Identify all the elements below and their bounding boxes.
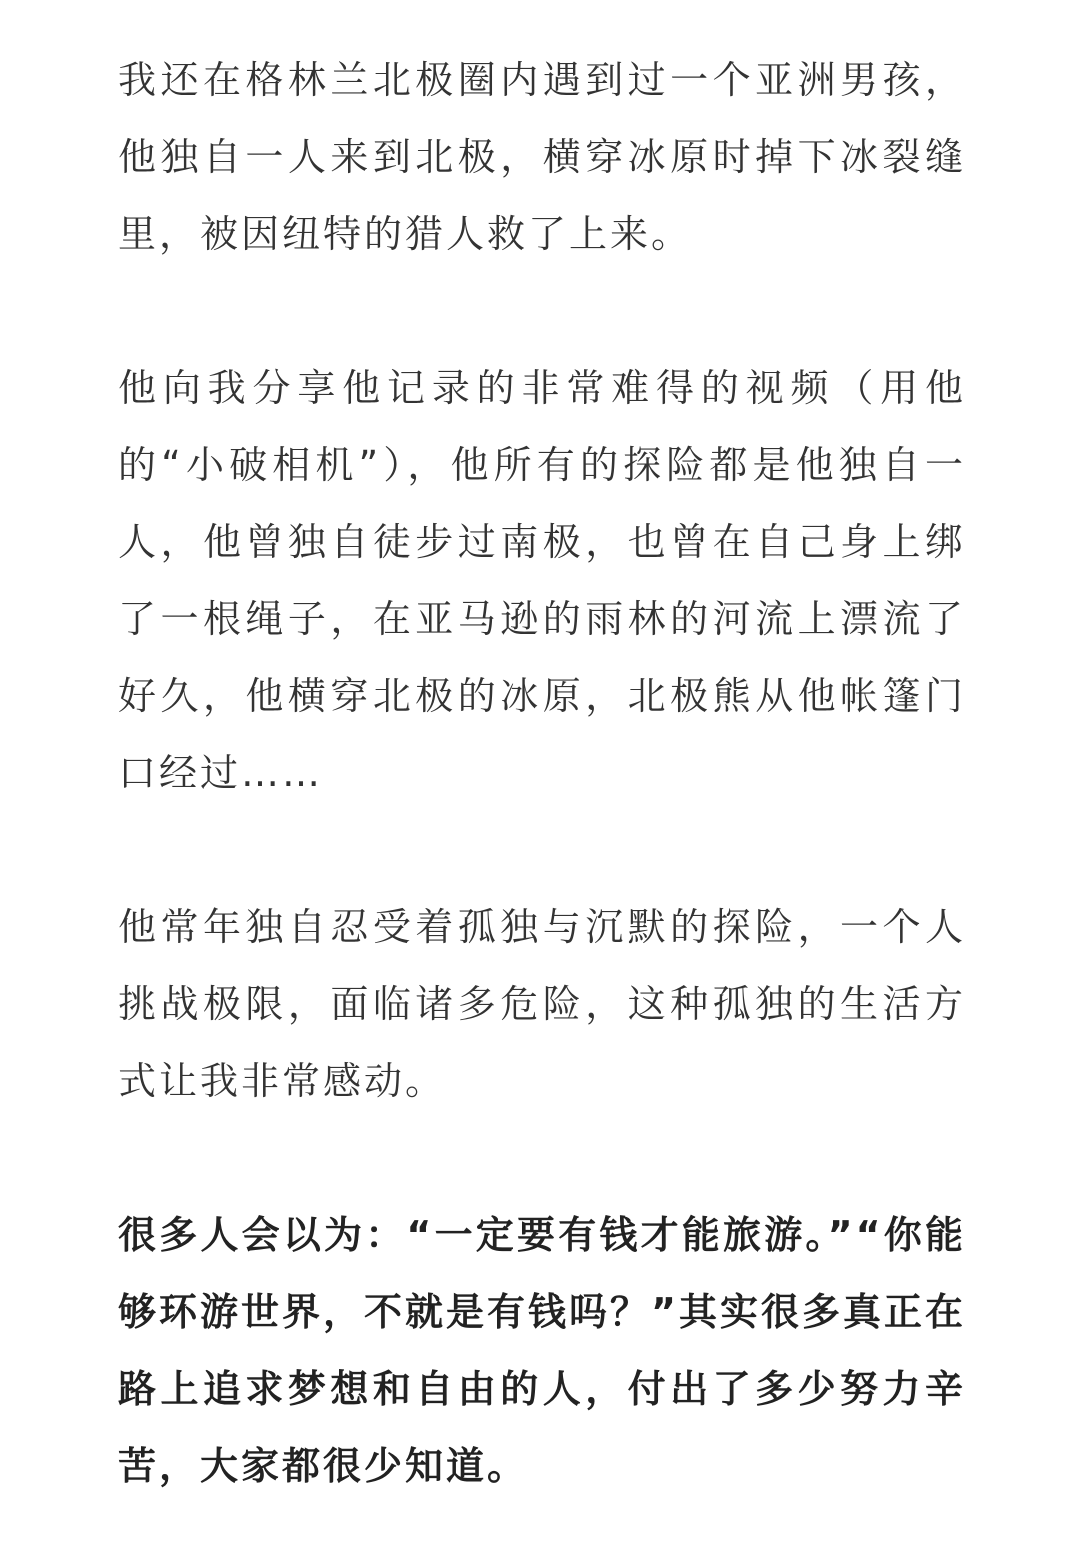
paragraph-greenland-encounter: 我还在格林兰北极圈内遇到过一个亚洲男孩，他独自一人来到北极，横穿冰原时掉下冰裂缝里，被因纽特的猎人救了上来。 bbox=[118, 58, 966, 256]
paragraph-shared-videos: 他向我分享他记录的非常难得的视频（用他的“小破相机”），他所有的探险都是他独自一人，他曾独自徒步过南极，也曾在自己身上绑了一根绳子，在亚马逊的雨林的河流上漂流了好久，他横穿北极的冰原，北极熊从他帐篷门口经过…… bbox=[118, 366, 966, 795]
article-body bbox=[118, 42, 966, 1505]
paragraph-money-and-travel: 很多人会以为：“一定要有钱才能旅游。”“你能够环游世界，不就是有钱吗？”其实很多真正在路上追求梦想和自由的人，付出了多少努力辛苦，大家都很少知道。 bbox=[118, 1213, 966, 1488]
paragraph-solitude: 他常年独自忍受着孤独与沉默的探险，一个人挑战极限，面临诸多危险，这种孤独的生活方式让我非常感动。 bbox=[118, 905, 966, 1103]
